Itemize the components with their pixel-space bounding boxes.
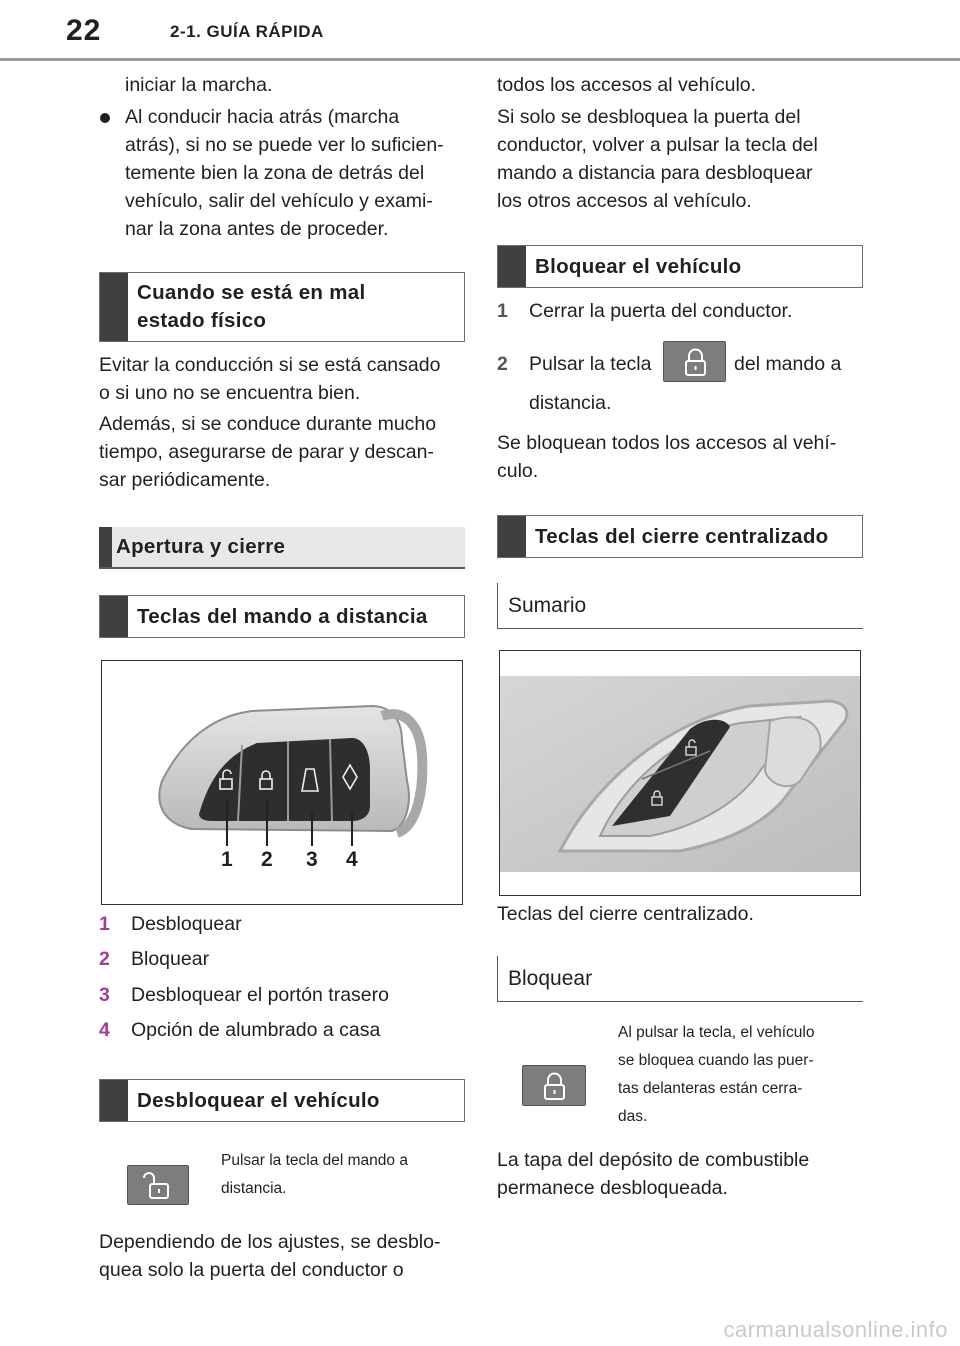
- key-fob-figure: [101, 660, 463, 905]
- legend-number: 1: [99, 913, 110, 935]
- heading-text: [137, 279, 365, 335]
- heading-box-desbloquear: [99, 1079, 465, 1122]
- bloquear-note: [618, 1019, 814, 1131]
- subheading-text: Bloquear: [508, 966, 593, 990]
- paragraph-desbloquear: [99, 1228, 469, 1284]
- legend-text: Bloquear: [131, 948, 210, 970]
- text-line: tiempo, asegurarse de parar y descan-: [99, 441, 434, 463]
- text-line: tas delanteras están cerra-: [618, 1080, 803, 1097]
- callout-3: 3: [306, 848, 318, 871]
- bullet-line: atrás), si no se puede ver lo suficien-: [125, 134, 444, 156]
- callout-4: 4: [346, 848, 358, 871]
- intro-continuation: iniciar la marcha.: [125, 74, 273, 96]
- lock-icon: [523, 1066, 587, 1107]
- heading-text: Desbloquear el vehículo: [137, 1088, 380, 1112]
- heading-bar: [99, 527, 112, 567]
- text-line: das.: [618, 1108, 648, 1125]
- unlock-icon: [128, 1166, 190, 1206]
- text-line: Dependiendo de los ajustes, se desblo-: [99, 1231, 441, 1253]
- figure-caption: Teclas del cierre centralizado.: [497, 903, 754, 925]
- legend-number: 3: [99, 984, 110, 1006]
- paragraph-fisico-2: [99, 410, 469, 494]
- lock-key-button: [663, 341, 726, 382]
- section-title: 2-1. GUÍA RÁPIDA: [170, 22, 324, 41]
- text-line: distancia.: [221, 1180, 287, 1197]
- text-line: Evitar la conducción si se está cansado: [99, 354, 441, 376]
- paragraph-fisico-1: [99, 351, 469, 407]
- text-line: Si solo se desbloquea la puerta del: [497, 106, 801, 128]
- subheading-bloquear: [497, 956, 863, 1002]
- legend-number: 4: [99, 1019, 110, 1041]
- heading-text: Apertura y cierre: [116, 535, 286, 558]
- text-line: culo.: [497, 460, 539, 482]
- text-line: mando a distancia para desbloquear: [497, 162, 813, 184]
- header-rule: [0, 58, 960, 61]
- text-line: quea solo la puerta del conductor o: [99, 1259, 404, 1281]
- heading-box-mal-estado: [99, 272, 465, 342]
- bullet-line: vehículo, salir del vehículo y exami-: [125, 190, 433, 212]
- text-line: o si uno no se encuentra bien.: [99, 382, 361, 404]
- step-number: 1: [497, 300, 508, 322]
- lock-key-button: [522, 1065, 586, 1106]
- legend-number: 2: [99, 948, 110, 970]
- text-line: Al pulsar la tecla, el vehículo: [618, 1024, 815, 1041]
- text-line: La tapa del depósito de combustible: [497, 1149, 810, 1171]
- subheading-sumario: [497, 583, 863, 629]
- bullet-dot: [100, 113, 110, 123]
- bullet-reverse: [99, 103, 469, 243]
- legend-text: Opción de alumbrado a casa: [131, 1019, 381, 1041]
- paragraph-bloquear: [497, 429, 863, 485]
- bullet-line: Al conducir hacia atrás (marcha: [125, 106, 400, 128]
- text-line: Pulsar la tecla del mando a: [221, 1152, 408, 1169]
- text-line: Además, si se conduce durante mucho: [99, 413, 437, 435]
- step-text: Cerrar la puerta del conductor.: [529, 300, 793, 322]
- bullet-line: temente bien la zona de detrás del: [125, 162, 425, 184]
- heading-box-teclas-cierre: [497, 515, 863, 558]
- lock-icon: [664, 342, 727, 383]
- bullet-line: nar la zona antes de proceder.: [125, 218, 389, 240]
- key-fob-illustration: [102, 661, 463, 905]
- heading-line: Cuando se está en mal: [137, 281, 366, 304]
- text-line: conductor, volver a pulsar la tecla del: [497, 134, 818, 156]
- heading-text: Bloquear el vehículo: [535, 254, 742, 278]
- text-line: sar periódicamente.: [99, 469, 271, 491]
- callout-2: 2: [261, 848, 273, 871]
- heading-line: estado físico: [137, 309, 267, 332]
- page-header: [0, 0, 960, 62]
- door-switch-figure: [499, 650, 861, 896]
- door-switch-illustration: [500, 651, 861, 896]
- legend-text: Desbloquear: [131, 913, 242, 935]
- heading-bar: [498, 246, 526, 287]
- paragraph-tapa: [497, 1146, 863, 1202]
- heading-bar: [100, 596, 128, 637]
- heading-bar: [498, 516, 526, 557]
- text-line: los otros accesos al vehículo.: [497, 190, 752, 212]
- step-text: Pulsar la tecla: [529, 353, 652, 375]
- paragraph-cont-1: todos los accesos al vehículo.: [497, 74, 757, 96]
- step-text-line2: distancia.: [529, 392, 612, 414]
- callout-1: 1: [221, 848, 233, 871]
- unlock-key-button: [127, 1165, 189, 1205]
- heading-bar: [100, 273, 128, 341]
- heading-text: Teclas del cierre centralizado: [535, 524, 829, 548]
- heading-box-teclas-mando: [99, 595, 465, 638]
- paragraph-cont-2: [497, 103, 863, 215]
- text-line: Se bloquean todos los accesos al vehí-: [497, 432, 837, 454]
- section-heading-apertura: [99, 527, 465, 569]
- text-line: permanece desbloqueada.: [497, 1177, 728, 1199]
- subheading-text: Sumario: [508, 593, 587, 617]
- desbloquear-note: [221, 1147, 408, 1203]
- text-line: se bloquea cuando las puer-: [618, 1052, 814, 1069]
- heading-bar: [100, 1080, 128, 1121]
- heading-text: Teclas del mando a distancia: [137, 604, 428, 628]
- legend-text: Desbloquear el portón trasero: [131, 984, 389, 1006]
- watermark: carmanualsonline.info: [723, 1317, 948, 1342]
- step-text-after: del mando a: [734, 353, 842, 375]
- heading-box-bloquear: [497, 245, 863, 288]
- page-number: 22: [66, 14, 102, 47]
- step-number: 2: [497, 353, 508, 375]
